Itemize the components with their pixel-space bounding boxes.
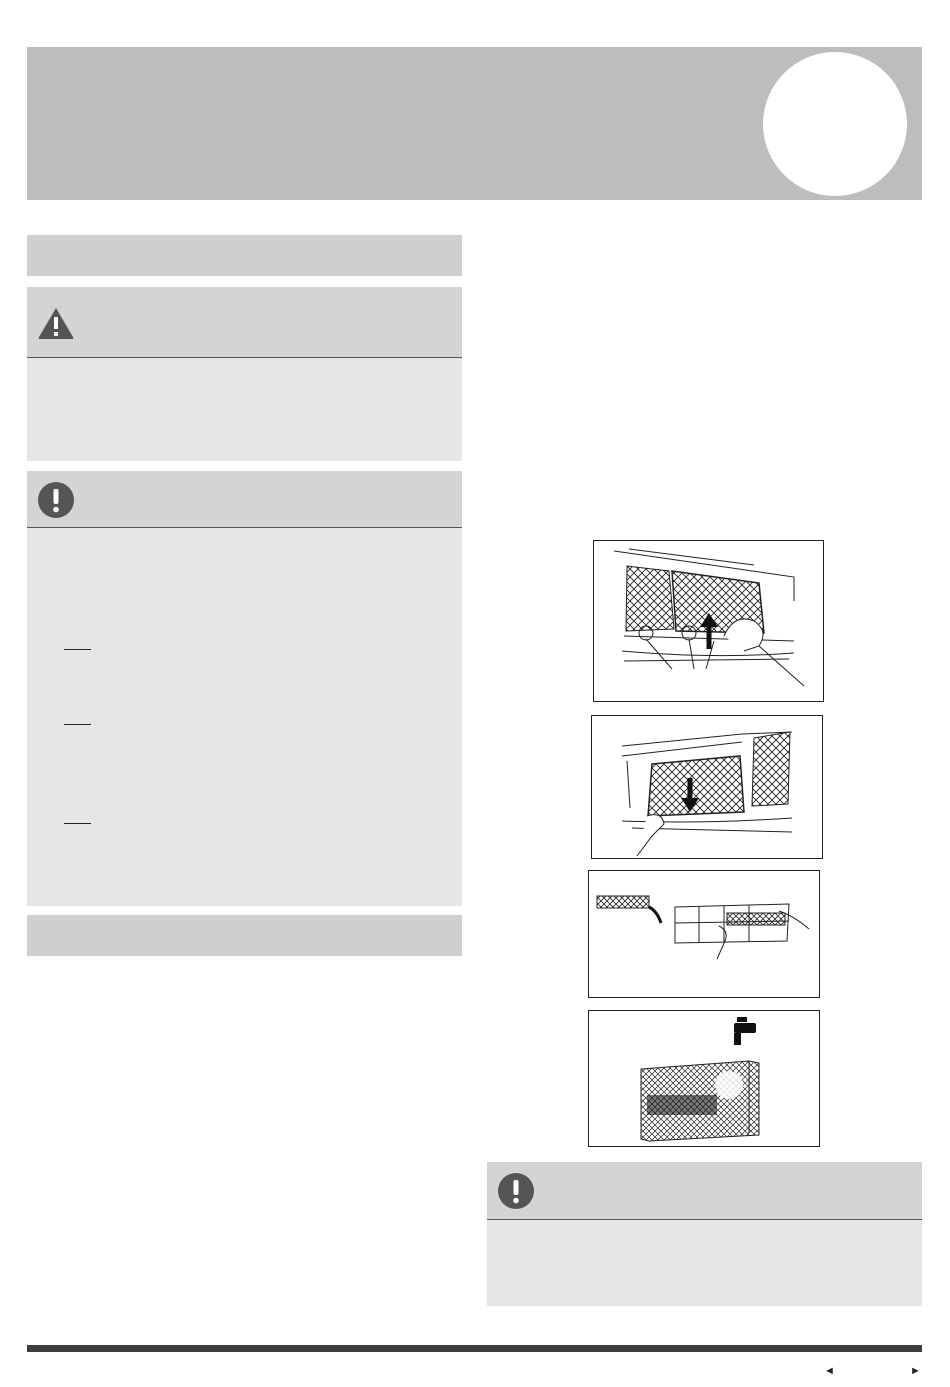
exclamation-circle-icon: [37, 481, 75, 524]
figure-filter-detach: [588, 870, 820, 998]
chapter-circle: [763, 52, 907, 196]
previous-page-icon[interactable]: ◄: [824, 1365, 835, 1377]
exclamation-circle-icon: [497, 1172, 535, 1215]
footer-rule: [27, 1345, 922, 1352]
section-heading-bar: [27, 915, 462, 956]
warning-triangle-icon: [37, 306, 75, 345]
next-page-icon[interactable]: ►: [910, 1365, 921, 1377]
notice-body: [487, 1220, 922, 1306]
warning-body: [27, 358, 462, 461]
notice-body: [27, 528, 462, 906]
step-marker: [64, 823, 91, 824]
figure-filter-wash: [588, 1010, 820, 1147]
step-marker: [64, 649, 91, 650]
figure-filter-remove: [591, 715, 823, 859]
figure-filter-lift: [593, 540, 824, 702]
notice-header: [487, 1162, 922, 1220]
step-marker: [64, 724, 91, 725]
warning-header: [27, 287, 462, 358]
notice-header: [27, 471, 462, 528]
section-heading-bar: [27, 235, 462, 276]
faucet-icon: [734, 1017, 756, 1045]
